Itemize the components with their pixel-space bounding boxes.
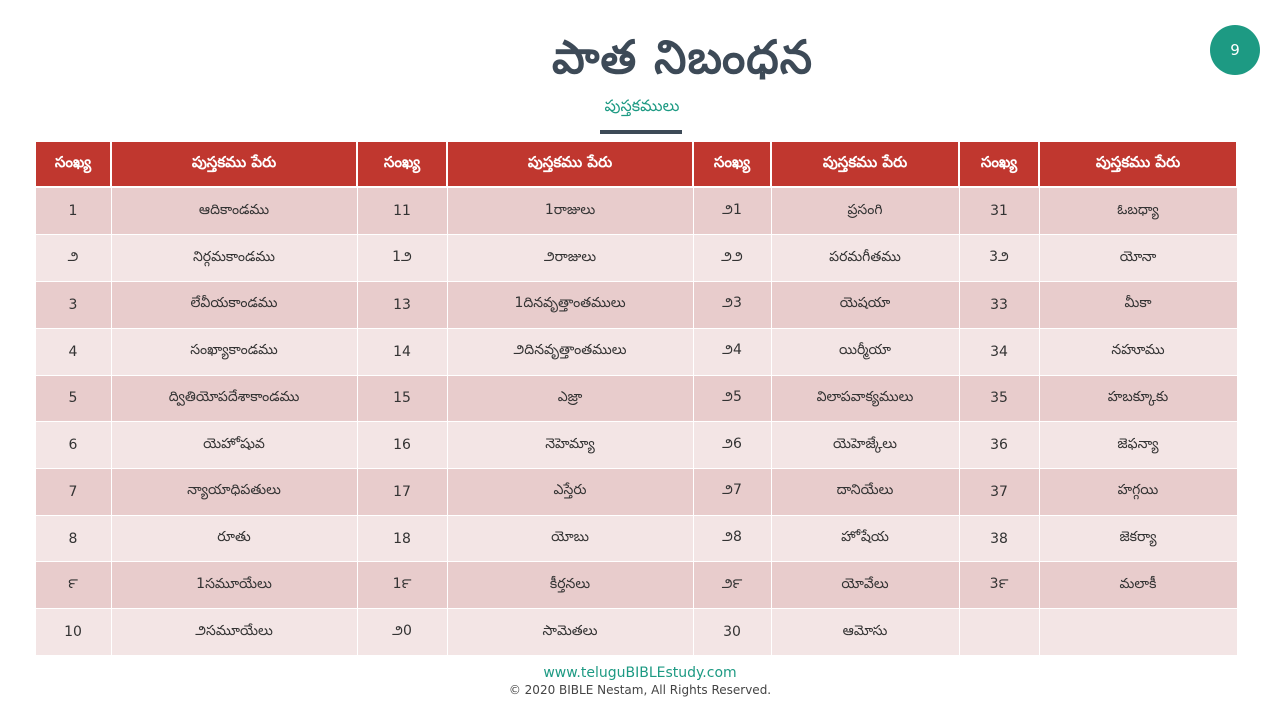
book-name-cell: నిర్గమకాండము — [111, 235, 357, 282]
header-number: సంఖ్య — [959, 141, 1039, 187]
book-name-cell: ఎజ్రా — [447, 375, 693, 422]
header-book-name: పుస్తకము పేరు — [771, 141, 959, 187]
book-number-cell: 7 — [35, 468, 111, 515]
book-number-cell: ౨౯ — [693, 562, 771, 609]
book-name-cell: సంఖ్యాకాండము — [111, 328, 357, 375]
book-name-cell: ౨రాజులు — [447, 235, 693, 282]
book-name-cell: 1దినవృత్తాంతములు — [447, 282, 693, 329]
page-subtitle: పుస్తకములు — [604, 96, 680, 115]
book-number-cell: ౨3 — [693, 282, 771, 329]
book-number-cell: 8 — [35, 515, 111, 562]
book-name-cell: పరమగీతము — [771, 235, 959, 282]
book-name-cell: జెఫన్యా — [1039, 422, 1237, 469]
book-name-cell: మలాకీ — [1039, 562, 1237, 609]
book-number-cell: 1౨ — [357, 235, 447, 282]
book-number-cell: 34 — [959, 328, 1039, 375]
book-number-cell: 5 — [35, 375, 111, 422]
table-row — [35, 187, 1237, 235]
table-row — [35, 515, 1237, 562]
book-number-cell: ౨ — [35, 235, 111, 282]
book-number-cell: 18 — [357, 515, 447, 562]
header-number: సంఖ్య — [357, 141, 447, 187]
book-number-cell: ౨0 — [357, 609, 447, 656]
header-book-name: పుస్తకము పేరు — [1039, 141, 1237, 187]
book-name-cell: యిర్మీయా — [771, 328, 959, 375]
book-name-cell: యెషయా — [771, 282, 959, 329]
table-row — [35, 235, 1237, 282]
book-number-cell: ౨1 — [693, 187, 771, 235]
book-number-cell: 33 — [959, 282, 1039, 329]
book-name-cell: లేవీయకాండము — [111, 282, 357, 329]
book-name-cell: హోషేయ — [771, 515, 959, 562]
book-name-cell: ఓబధ్యా — [1039, 187, 1237, 235]
subtitle-underline — [600, 130, 682, 134]
book-number-cell: 14 — [357, 328, 447, 375]
book-name-cell: ౨దినవృత్తాంతములు — [447, 328, 693, 375]
books-table — [34, 140, 1238, 656]
book-number-cell: ౨5 — [693, 375, 771, 422]
book-name-cell: యెహోషువ — [111, 422, 357, 469]
table-row — [35, 422, 1237, 469]
table-row — [35, 282, 1237, 329]
footer-copyright: © 2020 BIBLE Nestam, All Rights Reserved. — [508, 683, 772, 697]
book-number-cell: 3౨ — [959, 235, 1039, 282]
footer-website: www.teluguBIBLEstudy.com — [543, 665, 737, 681]
header-book-name: పుస్తకము పేరు — [447, 141, 693, 187]
book-number-cell: 13 — [357, 282, 447, 329]
book-number-cell: 37 — [959, 468, 1039, 515]
book-number-cell: 35 — [959, 375, 1039, 422]
book-name-cell: 1సమూయేలు — [111, 562, 357, 609]
book-name-cell: కీర్తనలు — [447, 562, 693, 609]
book-name-cell: విలాపవాక్యములు — [771, 375, 959, 422]
book-name-cell: ఆదికాండము — [111, 187, 357, 235]
book-number-cell: ౨7 — [693, 468, 771, 515]
book-name-cell: మీకా — [1039, 282, 1237, 329]
table-row — [35, 328, 1237, 375]
book-number-cell — [959, 609, 1039, 656]
book-name-cell: ఆమోసు — [771, 609, 959, 656]
book-name-cell: రూతు — [111, 515, 357, 562]
book-number-cell: ౨4 — [693, 328, 771, 375]
book-name-cell: యోవేలు — [771, 562, 959, 609]
book-name-cell: ౨సమూయేలు — [111, 609, 357, 656]
book-number-cell: 31 — [959, 187, 1039, 235]
table-row — [35, 375, 1237, 422]
book-number-cell: 3 — [35, 282, 111, 329]
book-number-cell: 30 — [693, 609, 771, 656]
table-row — [35, 609, 1237, 656]
book-name-cell — [1039, 609, 1237, 656]
book-name-cell: హబక్కూకు — [1039, 375, 1237, 422]
book-number-cell: 15 — [357, 375, 447, 422]
book-name-cell: యెహెజ్కేలు — [771, 422, 959, 469]
book-name-cell: 1రాజులు — [447, 187, 693, 235]
table-header-row — [35, 141, 1237, 187]
header-number: సంఖ్య — [35, 141, 111, 187]
book-name-cell: నెహెమ్యా — [447, 422, 693, 469]
header-number: సంఖ్య — [693, 141, 771, 187]
table-row — [35, 562, 1237, 609]
book-name-cell: నహూము — [1039, 328, 1237, 375]
book-name-cell: జెకర్యా — [1039, 515, 1237, 562]
book-name-cell: ద్వితియోపదేశాకాండము — [111, 375, 357, 422]
header-book-name: పుస్తకము పేరు — [111, 141, 357, 187]
book-number-cell: 6 — [35, 422, 111, 469]
book-name-cell: యోబు — [447, 515, 693, 562]
book-number-cell: 16 — [357, 422, 447, 469]
book-name-cell: న్యాయాధిపతులు — [111, 468, 357, 515]
table-row — [35, 468, 1237, 515]
book-number-cell: 4 — [35, 328, 111, 375]
book-number-cell: 11 — [357, 187, 447, 235]
page-number-badge: 9 — [1210, 25, 1260, 75]
book-number-cell: ౯ — [35, 562, 111, 609]
book-name-cell: సామెతలు — [447, 609, 693, 656]
book-number-cell: 3౯ — [959, 562, 1039, 609]
book-number-cell: 10 — [35, 609, 111, 656]
book-number-cell: ౨౨ — [693, 235, 771, 282]
book-number-cell: 1 — [35, 187, 111, 235]
book-number-cell: 38 — [959, 515, 1039, 562]
book-number-cell: ౨6 — [693, 422, 771, 469]
book-name-cell: హగ్గయి — [1039, 468, 1237, 515]
book-name-cell: దానియేలు — [771, 468, 959, 515]
book-name-cell: యోనా — [1039, 235, 1237, 282]
book-number-cell: 17 — [357, 468, 447, 515]
page-title: పాత నిబంధన — [551, 30, 814, 84]
book-number-cell: 1౯ — [357, 562, 447, 609]
book-number-cell: 36 — [959, 422, 1039, 469]
book-name-cell: ఎస్తేరు — [447, 468, 693, 515]
book-number-cell: ౨8 — [693, 515, 771, 562]
book-name-cell: ప్రసంగి — [771, 187, 959, 235]
